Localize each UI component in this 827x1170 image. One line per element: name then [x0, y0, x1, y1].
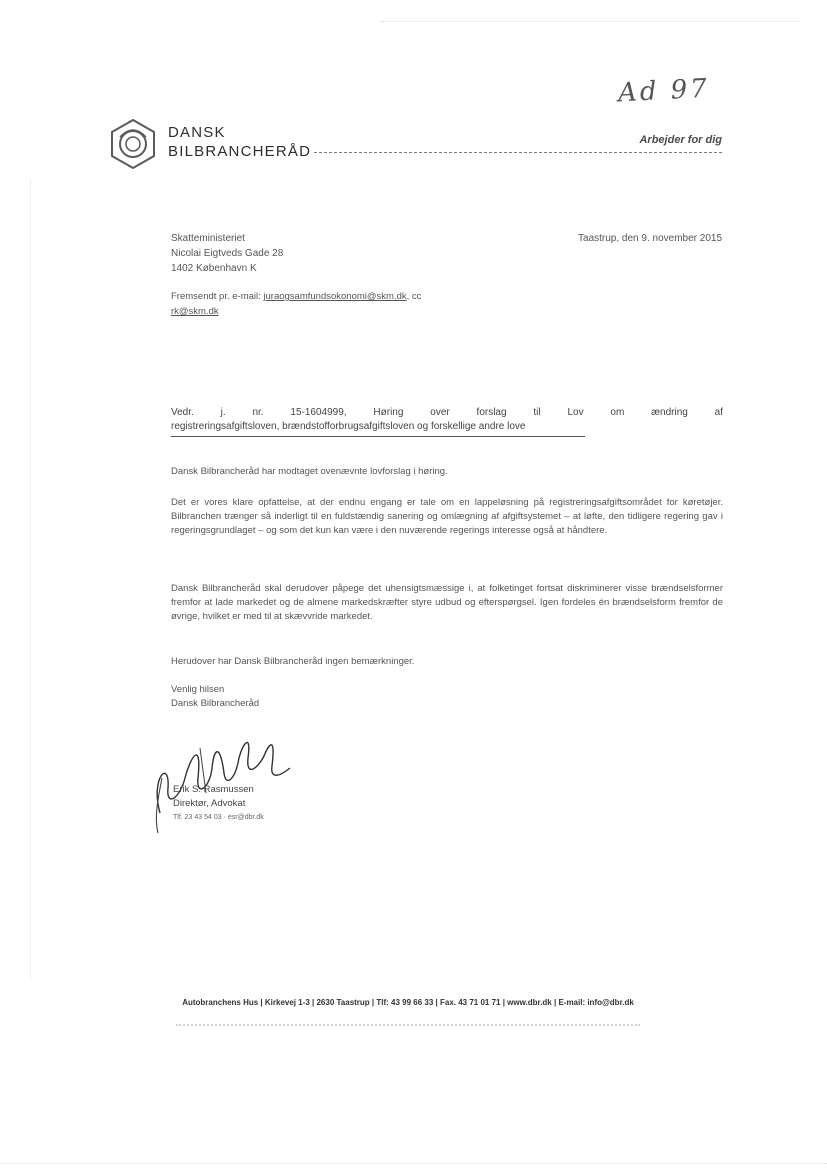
closing-org: Dansk Bilbrancheråd — [171, 698, 260, 709]
scan-edge-top — [380, 21, 800, 22]
signer-contact: Tlf. 23 43 54 03 · esr@dbr.dk — [173, 814, 264, 821]
email-link-cc[interactable]: rk@skm.dk — [171, 306, 219, 317]
letterhead-brand — [168, 123, 311, 161]
recipient-address — [171, 231, 283, 276]
signer-block — [173, 783, 264, 825]
letterhead-divider — [314, 152, 722, 153]
body-paragraph-4: Herudover har Dansk Bilbrancheråd ingen bemærkninger. — [171, 656, 415, 667]
recipient-line2: Nicolai Eigtveds Gade 28 — [171, 248, 284, 259]
letter-footer: Autobranchens Hus | Kirkevej 1-3 | 2630 Taastrup | Tlf: 43 99 66 33 | Fax. 43 71 01 71 | www.dbr.dk | E-mail: info@dbr.dk — [182, 998, 634, 1007]
letter-date: Taastrup, den 9. november 2015 — [578, 233, 722, 244]
sent-via-line — [171, 289, 471, 319]
recipient-line1: Skatteministeriet — [171, 233, 245, 244]
subject-underline — [171, 436, 585, 437]
sent-via-prefix: Fremsendt pr. e-mail: — [171, 291, 264, 302]
signer-name: Erik S. Rasmussen — [173, 784, 254, 795]
letterhead-tagline: Arbejder for dig — [639, 134, 722, 146]
body-paragraph-1: Dansk Bilbrancheråd har modtaget ovenævnte lovforslag i høring. — [171, 466, 448, 477]
sent-via-middle: , cc — [406, 291, 422, 302]
handwritten-note: Ad 97 — [617, 73, 711, 109]
email-link-primary[interactable]: juraogsamfundsokonomi@skm.dk — [263, 291, 407, 302]
subject-line2: registreringsafgiftsloven, brændstofforbrugsafgiftsloven og forskellige andre love — [171, 421, 526, 432]
body-paragraph-3: Dansk Bilbrancheråd skal derudover påpege det uhensigtsmæssige i, at folketinget fortsat diskriminerer visse brændselsformer fremfor at lade markedet og de almene markedskræfter styre udbud og efterspørgsel. Igen fordeles én brændselsform fremfor de øvrige, hvilket er med til at skævvride markedet. — [171, 583, 723, 623]
scan-edge-bottom — [0, 1163, 827, 1164]
brand-line1: DANSK — [168, 124, 226, 141]
closing — [171, 683, 259, 711]
brand-line2: BILBRANCHERÅD — [168, 143, 312, 160]
signer-title: Direktør, Advokat — [173, 798, 246, 809]
dbr-logo-icon — [106, 117, 160, 171]
body-paragraph-2: Det er vores klare opfattelse, at der endnu engang er tale om en lappeløsning på registreringsafgiftsområdet for køretøjer. Bilbranchen trænger så inderligt til en fuldstændig sanering og omlægning af afgiftsystemet – at løfte, den tidligere regering gav i regeringsgrundlaget – og som det kun kan være i den nuværende regerings interesse også at håndtere. — [171, 497, 723, 537]
recipient-line3: 1402 København K — [171, 263, 257, 274]
subject-line1: Vedr. j. nr. 15-1604999, Høring over forslag til Lov om ændring af — [171, 407, 723, 418]
footer-faint-line — [176, 1024, 640, 1026]
closing-greeting: Venlig hilsen — [171, 684, 225, 695]
scan-edge-left — [30, 180, 31, 980]
